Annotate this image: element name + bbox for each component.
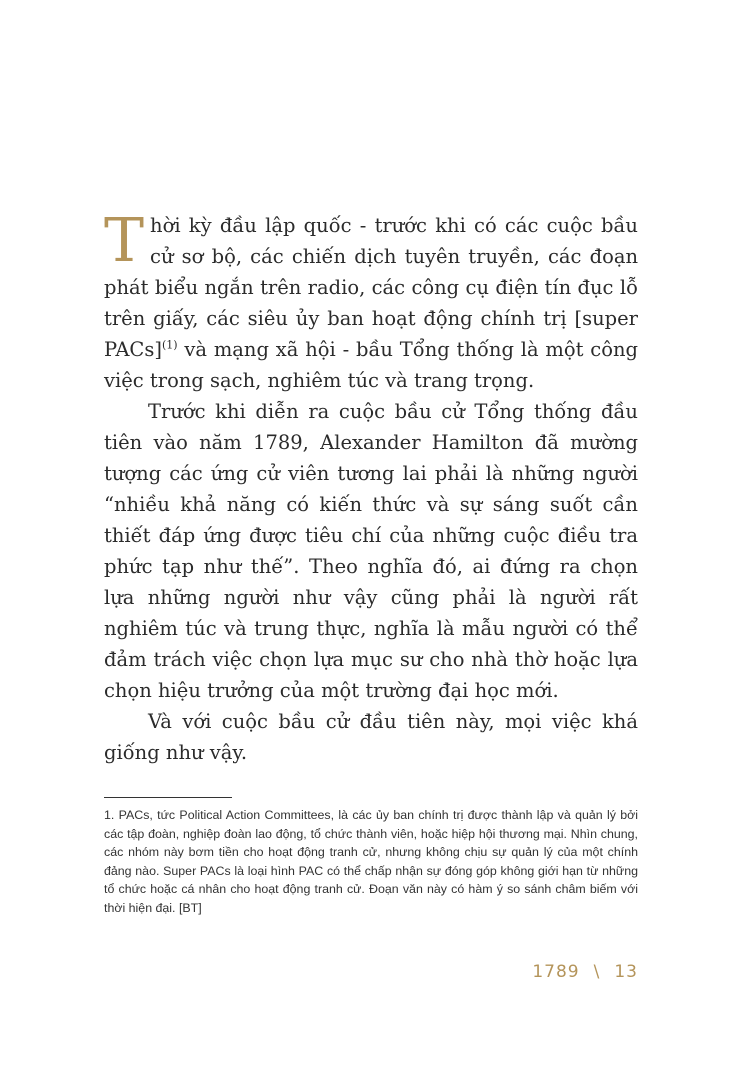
page-folio [532, 962, 638, 982]
footnote-reference: (1) [161, 338, 178, 352]
folio-separator: \ [593, 962, 601, 982]
drop-cap: T [104, 206, 145, 276]
body-text [104, 206, 638, 768]
paragraph-2: Trước khi diễn ra cuộc bầu cử Tổng thống đầu tiên vào năm 1789, Alexander Hamilton đã mường tượng các ứng cử viên tương lai phải là những người “nhiều khả năng có kiến thức và sự sáng suốt cần thiết đáp ứng được tiêu chí của những cuộc điều tra phức tạp như thế”. Theo nghĩa đó, ai đứng ra chọn lựa những người như vậy cũng phải là người rất nghiêm túc và trung thực, nghĩa là mẫu người có thể đảm trách việc chọn lựa mục sư cho nhà thờ hoặc lựa chọn hiệu trưởng của một trường đại học mới. [104, 400, 638, 702]
paragraph-1-text: hời kỳ đầu lập quốc - trước khi có các cuộc bầu cử sơ bộ, các chiến dịch tuyên truyền, các đoạn phát biểu ngắn trên radio, các công cụ điện tín đục lỗ trên giấy, các siêu ủy ban hoạt động chính trị [super PACs] [104, 214, 638, 361]
footnote-text: 1. PACs, tức Political Action Committees, là các ủy ban chính trị được thành lập và quản lý bởi các tập đoàn, nghiệp đoàn lao động, tổ chức thành viên, hoặc hiệp hội thương mại. Nhìn chung, các nhóm này bơm tiền cho hoạt động tranh cử, nhưng không chịu sự quản lý của một chính đảng nào. Super PACs là loại hình PAC có thể chấp nhận sự đóng góp không giới hạn từ những tổ chức hoặc cá nhân cho hoạt động tranh cử. Đoạn văn này có hàm ý so sánh châm biếm với thời hiện đại. [BT] [104, 808, 638, 915]
paragraph-1 [104, 206, 638, 396]
page-number: 13 [614, 962, 638, 982]
footnote-divider [104, 797, 232, 798]
paragraph-1-tail: và mạng xã hội - bầu Tổng thống là một công việc trong sạch, nghiêm túc và trang trọng. [104, 338, 638, 392]
paragraph-3: Và với cuộc bầu cử đầu tiên này, mọi việc khá giống như vậy. [104, 710, 638, 764]
folio-section: 1789 [532, 962, 580, 982]
